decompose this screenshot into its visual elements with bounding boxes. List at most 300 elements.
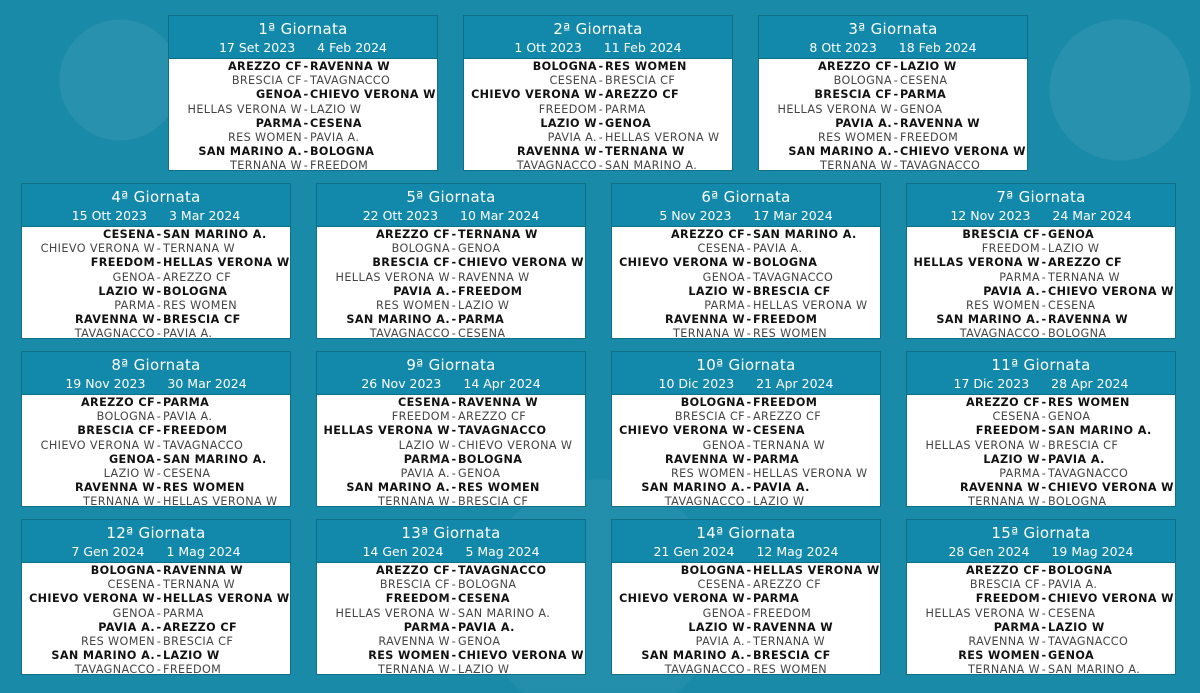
round-title: 5ª Giornata — [406, 188, 496, 206]
return-leg-date: 28 Apr 2024 — [1051, 376, 1129, 391]
away-team: BOLOGNA — [1048, 564, 1113, 577]
match-separator: - — [746, 438, 752, 452]
match-separator: - — [1041, 242, 1047, 256]
round-title: 12ª Giornata — [106, 524, 206, 542]
round-title: 10ª Giornata — [696, 356, 796, 374]
match-list — [759, 59, 1027, 171]
match-row — [759, 117, 1027, 131]
match-row — [907, 467, 1175, 481]
home-team: RES WOMEN — [965, 298, 1040, 312]
match-row — [317, 467, 585, 481]
match-separator: - — [746, 424, 752, 438]
match-list — [317, 227, 585, 339]
match-row — [612, 228, 880, 242]
home-team: BRESCIA CF — [231, 74, 302, 88]
match-separator: - — [746, 284, 752, 298]
round-title: 13ª Giornata — [401, 524, 501, 542]
match-row — [907, 649, 1175, 663]
match-separator: - — [746, 649, 752, 663]
away-team: BOLOGNA — [1048, 327, 1107, 339]
match-separator: - — [156, 452, 162, 466]
match-separator: - — [1041, 649, 1047, 663]
match-row — [907, 495, 1175, 507]
away-team: BOLOGNA — [310, 145, 375, 159]
match-row — [317, 453, 585, 467]
away-team: LAZIO W — [310, 102, 362, 116]
match-row — [907, 453, 1175, 467]
match-row — [612, 649, 880, 663]
match-separator: - — [746, 564, 752, 577]
match-separator: - — [451, 578, 457, 592]
away-team: BRESCIA CF — [605, 74, 676, 88]
match-row — [22, 635, 290, 649]
away-team: LAZIO W — [458, 663, 510, 675]
away-team: TAVAGNACCO — [753, 270, 834, 284]
home-team: RAVENNA W — [74, 481, 155, 495]
home-team: LAZIO W — [398, 438, 450, 452]
home-team: PAVIA A. — [695, 634, 745, 648]
away-team: FREEDOM — [753, 396, 818, 409]
home-team: GENOA — [255, 88, 302, 102]
match-separator: - — [746, 228, 752, 241]
match-separator: - — [1041, 284, 1047, 298]
away-team: LAZIO W — [163, 649, 220, 663]
round-title: 9ª Giornata — [406, 356, 496, 374]
match-row — [907, 410, 1175, 424]
match-separator: - — [451, 396, 457, 409]
match-row — [317, 424, 585, 438]
home-team: RES WOMEN — [368, 649, 450, 663]
round-title: 4ª Giornata — [111, 188, 201, 206]
match-row — [22, 410, 290, 424]
away-team: CESENA — [310, 116, 362, 130]
away-team: BOLOGNA — [1048, 495, 1107, 507]
match-separator: - — [1041, 495, 1047, 507]
home-team: TERNANA W — [378, 663, 450, 675]
round-header — [317, 352, 585, 395]
match-row — [169, 159, 437, 171]
round-header — [22, 184, 290, 227]
home-team: HELLAS VERONA W — [323, 424, 450, 438]
home-team: AREZZO CF — [966, 564, 1040, 577]
round-card — [21, 351, 291, 507]
match-row — [22, 453, 290, 467]
match-row — [317, 663, 585, 675]
match-row — [907, 424, 1175, 438]
match-separator: - — [451, 649, 457, 663]
home-team: CHIEVO VERONA W — [29, 592, 155, 606]
home-team: BOLOGNA — [680, 396, 745, 409]
match-row — [612, 299, 880, 313]
round-dates — [317, 375, 585, 392]
round-header — [907, 352, 1175, 395]
match-separator: - — [1041, 228, 1047, 241]
return-leg-date: 21 Apr 2024 — [756, 376, 834, 391]
home-team: AREZZO CF — [818, 60, 892, 73]
match-separator: - — [451, 298, 457, 312]
match-separator: - — [746, 495, 752, 507]
away-team: CHIEVO VERONA W — [900, 145, 1026, 159]
match-row — [907, 607, 1175, 621]
home-team: CESENA — [697, 578, 745, 592]
match-separator: - — [451, 313, 457, 327]
match-row — [612, 578, 880, 592]
match-row — [22, 607, 290, 621]
match-row — [759, 103, 1027, 117]
away-team: GENOA — [458, 634, 501, 648]
home-team: PARMA — [255, 116, 302, 130]
home-team: LAZIO W — [540, 116, 597, 130]
match-separator: - — [746, 256, 752, 270]
away-team: PAVIA A. — [458, 620, 515, 634]
match-row — [612, 424, 880, 438]
home-team: FREEDOM — [391, 410, 450, 424]
home-team: SAN MARINO A. — [346, 313, 450, 327]
away-team: BOLOGNA — [458, 578, 517, 592]
match-row — [759, 60, 1027, 74]
away-team: TERNANA W — [753, 438, 825, 452]
match-separator: - — [746, 620, 752, 634]
match-separator: - — [156, 578, 162, 592]
round-header — [612, 184, 880, 227]
match-row — [612, 481, 880, 495]
away-team: HELLAS VERONA W — [163, 592, 290, 606]
match-row — [907, 564, 1175, 578]
match-row — [907, 242, 1175, 256]
home-team: HELLAS VERONA W — [925, 438, 1040, 452]
home-team: SAN MARINO A. — [198, 145, 302, 159]
match-separator: - — [303, 60, 309, 73]
match-list — [22, 395, 290, 507]
first-leg-date: 22 Ott 2023 — [362, 208, 439, 223]
home-team: HELLAS VERONA W — [187, 102, 302, 116]
match-row — [612, 621, 880, 635]
away-team: TERNANA W — [753, 634, 825, 648]
away-team: BRESCIA CF — [753, 284, 831, 298]
home-team: BRESCIA CF — [372, 256, 450, 270]
away-team: PARMA — [753, 592, 800, 606]
match-row — [759, 159, 1027, 171]
match-row — [907, 481, 1175, 495]
home-team: CHIEVO VERONA W — [619, 592, 745, 606]
away-team: BOLOGNA — [753, 256, 818, 270]
home-team: RES WOMEN — [375, 298, 450, 312]
match-separator: - — [156, 228, 162, 241]
home-team: PARMA — [704, 298, 745, 312]
match-row — [907, 635, 1175, 649]
match-separator: - — [451, 242, 457, 256]
return-leg-date: 18 Feb 2024 — [898, 40, 977, 55]
match-separator: - — [451, 564, 457, 577]
home-team: AREZZO CF — [81, 396, 155, 409]
match-separator: - — [1041, 578, 1047, 592]
home-team: TAVAGNACCO — [74, 327, 155, 339]
match-row — [612, 495, 880, 507]
match-row — [317, 481, 585, 495]
home-team: TERNANA W — [83, 495, 155, 507]
home-team: RES WOMEN — [227, 130, 302, 144]
home-team: TAVAGNACCO — [959, 327, 1040, 339]
home-team: AREZZO CF — [966, 396, 1040, 409]
return-leg-date: 12 Mag 2024 — [756, 544, 839, 559]
home-team: PAVIA A. — [98, 620, 155, 634]
match-separator: - — [451, 424, 457, 438]
home-team: RAVENNA W — [968, 634, 1040, 648]
round-dates — [907, 207, 1175, 224]
match-row — [464, 145, 732, 159]
match-row — [22, 564, 290, 578]
away-team: CHIEVO VERONA W — [458, 438, 573, 452]
away-team: TAVAGNACCO — [163, 438, 244, 452]
return-leg-date: 10 Mar 2024 — [460, 208, 540, 223]
first-leg-date: 8 Ott 2023 — [809, 40, 877, 55]
match-row — [169, 117, 437, 131]
match-row — [317, 299, 585, 313]
match-separator: - — [746, 327, 752, 339]
return-leg-date: 1 Mag 2024 — [166, 544, 241, 559]
home-team: RAVENNA W — [378, 634, 450, 648]
match-list — [907, 563, 1175, 675]
match-row — [907, 439, 1175, 453]
home-team: FREEDOM — [975, 592, 1040, 606]
home-team: SAN MARINO A. — [51, 649, 155, 663]
home-team: BOLOGNA — [532, 60, 597, 73]
match-row — [317, 439, 585, 453]
away-team: SAN MARINO A. — [163, 228, 267, 241]
away-team: GENOA — [458, 466, 501, 480]
match-row — [22, 439, 290, 453]
match-separator: - — [303, 74, 309, 88]
home-team: SAN MARINO A. — [788, 145, 892, 159]
away-team: PARMA — [605, 102, 646, 116]
first-leg-date: 26 Nov 2023 — [361, 376, 442, 391]
match-row — [612, 607, 880, 621]
match-row — [759, 145, 1027, 159]
round-card — [463, 15, 733, 171]
away-team: SAN MARINO A. — [163, 452, 267, 466]
home-team: CHIEVO VERONA W — [619, 256, 745, 270]
match-separator: - — [156, 396, 162, 409]
match-separator: - — [451, 256, 457, 270]
round-title: 8ª Giornata — [111, 356, 201, 374]
match-row — [317, 607, 585, 621]
away-team: FREEDOM — [753, 606, 812, 620]
home-team: RAVENNA W — [74, 313, 155, 327]
away-team: RAVENNA W — [753, 620, 834, 634]
match-row — [612, 271, 880, 285]
match-separator: - — [156, 298, 162, 312]
round-dates — [464, 39, 732, 56]
away-team: RAVENNA W — [900, 116, 981, 130]
first-leg-date: 14 Gen 2024 — [362, 544, 444, 559]
away-team: PAVIA A. — [753, 481, 810, 495]
match-separator: - — [598, 159, 604, 171]
away-team: AREZZO CF — [458, 410, 527, 424]
match-row — [907, 592, 1175, 606]
home-team: CHIEVO VERONA W — [40, 242, 155, 256]
home-team: RAVENNA W — [959, 481, 1040, 495]
away-team: CESENA — [1048, 606, 1096, 620]
away-team: CESENA — [163, 466, 211, 480]
away-team: AREZZO CF — [1048, 256, 1122, 270]
away-team: AREZZO CF — [163, 620, 237, 634]
return-leg-date: 17 Mar 2024 — [753, 208, 833, 223]
away-team: RAVENNA W — [458, 270, 530, 284]
match-row — [317, 285, 585, 299]
match-row — [907, 285, 1175, 299]
return-leg-date: 14 Apr 2024 — [463, 376, 541, 391]
home-team: BOLOGNA — [391, 242, 450, 256]
away-team: TAVAGNACCO — [1048, 466, 1129, 480]
match-row — [907, 396, 1175, 410]
away-team: CHIEVO VERONA W — [1048, 284, 1174, 298]
round-header — [22, 520, 290, 563]
match-row — [169, 74, 437, 88]
match-separator: - — [303, 88, 309, 102]
match-list — [612, 563, 880, 675]
away-team: HELLAS VERONA W — [753, 466, 868, 480]
home-team: LAZIO W — [983, 452, 1040, 466]
match-separator: - — [1041, 663, 1047, 675]
round-dates — [317, 207, 585, 224]
first-leg-date: 17 Set 2023 — [218, 40, 296, 55]
home-team: RAVENNA W — [516, 145, 597, 159]
home-team: AREZZO CF — [228, 60, 302, 73]
match-row — [317, 242, 585, 256]
home-team: BRESCIA CF — [77, 424, 155, 438]
return-leg-date: 4 Feb 2024 — [317, 40, 388, 55]
home-team: TAVAGNACCO — [664, 495, 745, 507]
home-team: CHIEVO VERONA W — [40, 438, 155, 452]
home-team: BRESCIA CF — [674, 410, 745, 424]
match-row — [22, 228, 290, 242]
match-separator: - — [598, 116, 604, 130]
away-team: PAVIA A. — [1048, 578, 1098, 592]
match-row — [464, 117, 732, 131]
match-row — [612, 564, 880, 578]
round-header — [317, 184, 585, 227]
away-team: AREZZO CF — [753, 410, 822, 424]
match-list — [22, 227, 290, 339]
match-separator: - — [451, 592, 457, 606]
away-team: PAVIA A. — [1048, 452, 1105, 466]
away-team: PARMA — [753, 452, 800, 466]
away-team: HELLAS VERONA W — [753, 564, 880, 577]
match-separator: - — [451, 620, 457, 634]
home-team: FREEDOM — [975, 424, 1040, 438]
home-team: GENOA — [112, 270, 155, 284]
round-title: 11ª Giornata — [991, 356, 1091, 374]
match-row — [612, 467, 880, 481]
match-separator: - — [156, 410, 162, 424]
match-row — [22, 271, 290, 285]
round-title: 2ª Giornata — [553, 20, 643, 38]
away-team: FREEDOM — [163, 424, 228, 438]
away-team: SAN MARINO A. — [1048, 424, 1152, 438]
away-team: AREZZO CF — [163, 270, 232, 284]
away-team: PARMA — [900, 88, 947, 102]
away-team: CHIEVO VERONA W — [458, 649, 584, 663]
home-team: TERNANA W — [673, 327, 745, 339]
home-team: TAVAGNACCO — [74, 663, 155, 675]
away-team: RES WOMEN — [458, 481, 540, 495]
home-team: BRESCIA CF — [962, 228, 1040, 241]
match-separator: - — [598, 88, 604, 102]
match-row — [22, 467, 290, 481]
match-row — [22, 327, 290, 339]
round-dates — [612, 207, 880, 224]
away-team: CHIEVO VERONA W — [1048, 592, 1174, 606]
home-team: PAVIA A. — [393, 284, 450, 298]
match-row — [612, 327, 880, 339]
match-list — [612, 227, 880, 339]
match-row — [317, 621, 585, 635]
away-team: FREEDOM — [163, 663, 222, 675]
match-row — [317, 495, 585, 507]
away-team: GENOA — [1048, 649, 1095, 663]
match-separator: - — [303, 130, 309, 144]
match-separator: - — [598, 145, 604, 159]
match-row — [907, 663, 1175, 675]
home-team: CESENA — [549, 74, 597, 88]
match-row — [22, 495, 290, 507]
away-team: PAVIA A. — [310, 130, 360, 144]
away-team: LAZIO W — [1048, 242, 1100, 256]
match-row — [22, 663, 290, 675]
round-dates — [612, 375, 880, 392]
home-team: RES WOMEN — [817, 130, 892, 144]
away-team: LAZIO W — [753, 495, 805, 507]
match-separator: - — [156, 620, 162, 634]
home-team: TAVAGNACCO — [369, 327, 450, 339]
match-separator: - — [303, 116, 309, 130]
round-title: 1ª Giornata — [258, 20, 348, 38]
match-separator: - — [893, 130, 899, 144]
match-separator: - — [451, 284, 457, 298]
away-team: PAVIA A. — [753, 242, 803, 256]
round-dates — [22, 207, 290, 224]
match-separator: - — [746, 396, 752, 409]
match-row — [22, 578, 290, 592]
match-row — [907, 327, 1175, 339]
match-separator: - — [156, 270, 162, 284]
match-separator: - — [156, 242, 162, 256]
match-row — [612, 439, 880, 453]
match-row — [759, 74, 1027, 88]
round-card — [316, 351, 586, 507]
match-separator: - — [156, 495, 162, 507]
round-header — [317, 520, 585, 563]
home-team: RES WOMEN — [670, 466, 745, 480]
round-card — [906, 519, 1176, 675]
match-separator: - — [1041, 313, 1047, 327]
away-team: SAN MARINO A. — [1048, 663, 1141, 675]
away-team: RAVENNA W — [1048, 313, 1129, 327]
round-header — [759, 16, 1027, 59]
first-leg-date: 10 Dic 2023 — [658, 376, 735, 391]
round-card — [168, 15, 438, 171]
first-leg-date: 17 Dic 2023 — [953, 376, 1030, 391]
away-team: CHIEVO VERONA W — [310, 88, 436, 102]
home-team: PAVIA A. — [835, 116, 892, 130]
match-separator: - — [156, 284, 162, 298]
home-team: GENOA — [702, 438, 745, 452]
match-separator: - — [746, 410, 752, 424]
match-row — [22, 313, 290, 327]
match-row — [759, 131, 1027, 145]
match-row — [317, 256, 585, 270]
match-row — [22, 424, 290, 438]
